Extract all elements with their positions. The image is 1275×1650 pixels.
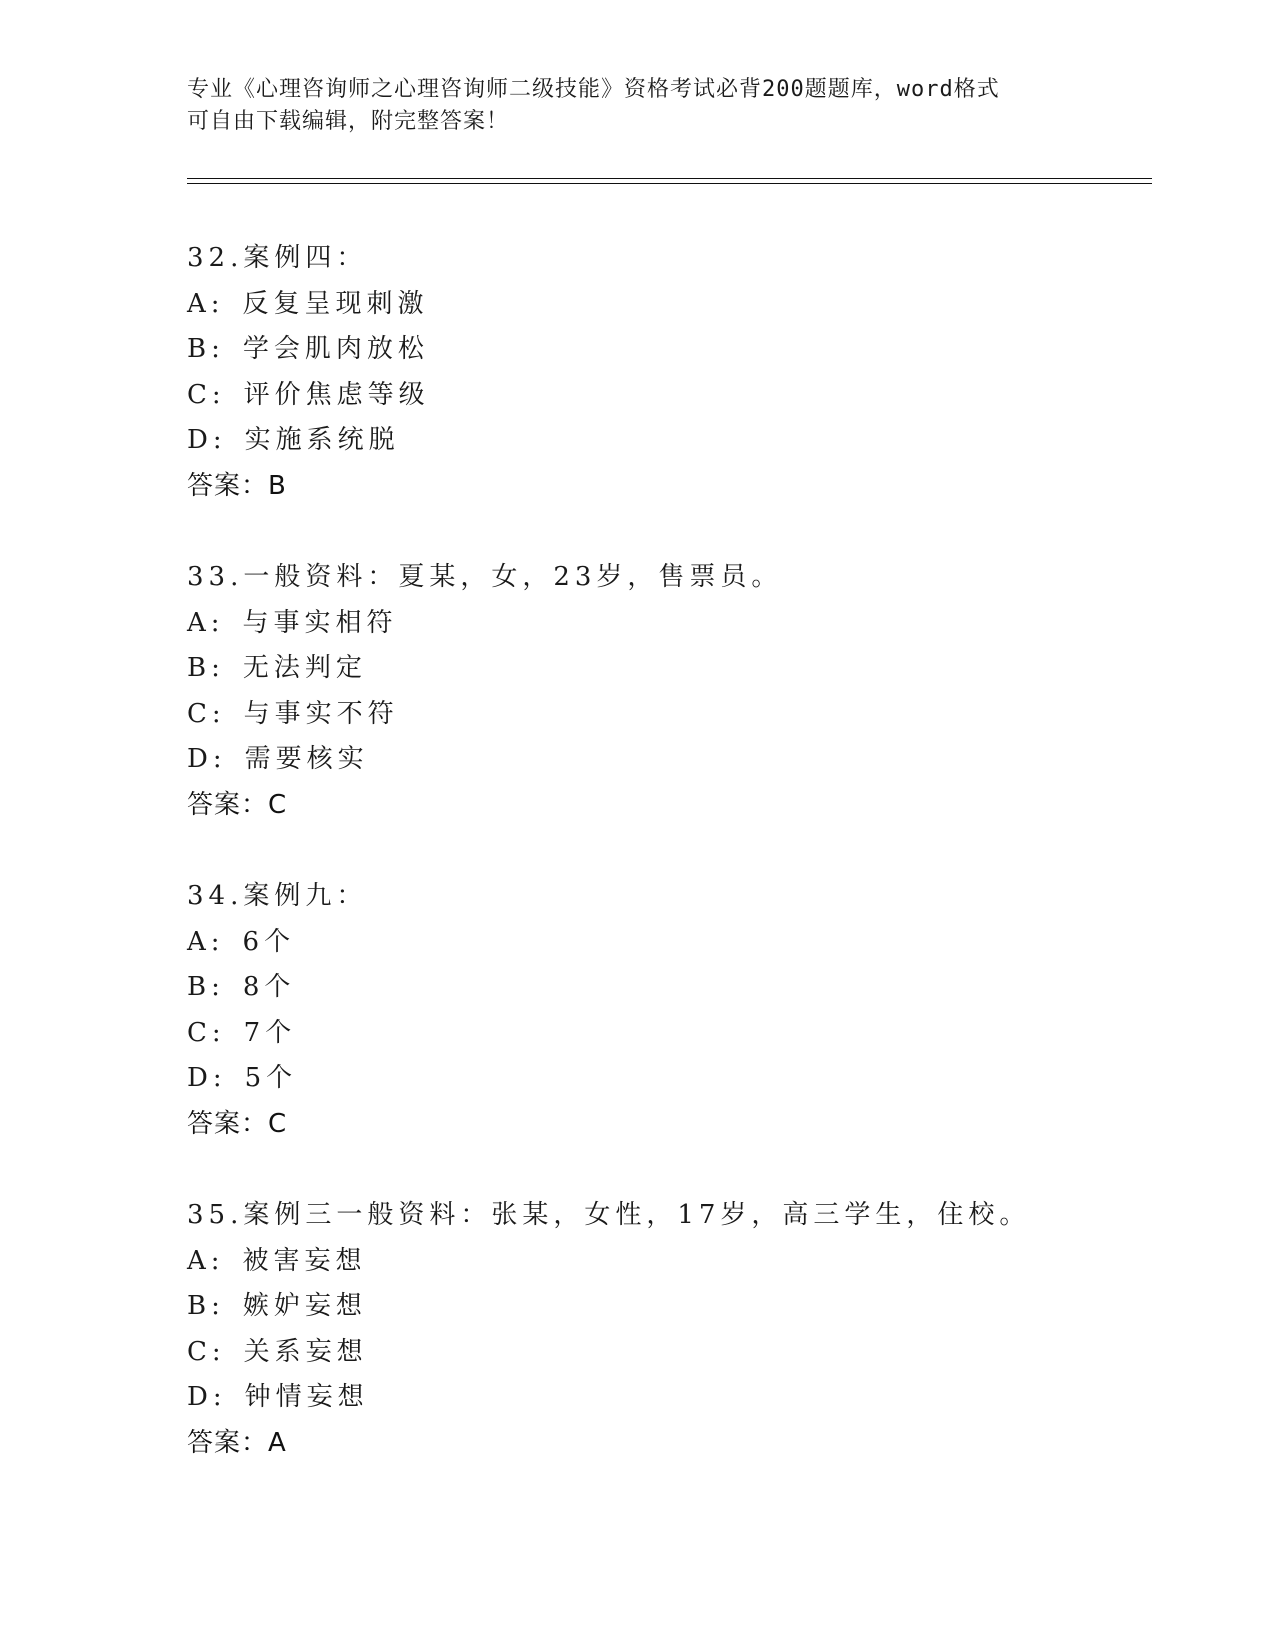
option-text: 7个 [243,1017,297,1048]
answer-value: C [268,1108,288,1139]
option-text: 反复呈现刺激 [242,288,429,319]
question-stem: 34.案例九： [187,881,368,911]
option-text: 需要核实 [244,744,369,774]
option-letter: C: [187,698,226,729]
option-letter: B: [187,653,225,683]
question-stem: 32.案例四： [187,243,368,273]
header-line-2: 可自由下载编辑，附完整答案！ [187,109,510,134]
option-text: 嫉妒妄想 [242,1291,367,1321]
answer-line [187,783,1147,829]
option-text: 被害妄想 [242,1245,367,1276]
option-letter: A: [187,1245,225,1276]
option-c [187,373,1147,419]
option-letter: A: [187,607,225,638]
option-text: 5个 [244,1063,298,1093]
answer-line [187,1102,1147,1148]
option-text: 8个 [242,972,296,1002]
option-b [187,1284,1147,1330]
answer-value: C [268,789,288,820]
option-letter: B: [187,1291,225,1321]
question-35 [187,1193,1147,1466]
option-letter: C: [187,1017,226,1048]
answer-label: 答案： [187,1108,269,1139]
answer-value: A [268,1427,287,1458]
option-letter: B: [187,334,225,364]
option-d [187,737,1147,783]
question-34 [187,874,1147,1147]
option-text: 关系妄想 [243,1336,368,1367]
option-d [187,1056,1147,1102]
option-text: 与事实相符 [242,607,398,638]
document-header [187,74,1067,138]
option-text: 6个 [242,926,296,957]
question-33 [187,555,1147,828]
option-text: 无法判定 [242,653,367,683]
option-letter: C: [187,1336,226,1367]
option-letter: D: [187,1382,227,1412]
option-text: 与事实不符 [243,698,399,729]
option-b [187,965,1147,1011]
answer-label: 答案： [187,470,269,501]
option-c [187,1330,1147,1376]
option-letter: D: [187,744,227,774]
question-list [187,236,1147,1512]
option-letter: D: [187,1063,227,1093]
answer-label: 答案： [187,789,269,820]
option-d [187,1375,1147,1421]
option-letter: C: [187,379,226,410]
answer-value: B [268,470,287,501]
option-a [187,1239,1147,1285]
option-text: 钟情妄想 [244,1382,369,1412]
option-d [187,418,1147,464]
answer-line [187,464,1147,510]
option-letter: D: [187,425,227,455]
option-b [187,646,1147,692]
option-letter: A: [187,926,225,957]
header-divider-top [187,178,1152,179]
option-letter: B: [187,972,225,1002]
header-line-1: 专业《心理咨询师之心理咨询师二级技能》资格考试必背200题题库，word格式 [187,77,1000,102]
option-c [187,1011,1147,1057]
question-stem: 33.一般资料：夏某，女，23岁，售票员。 [187,562,783,592]
option-b [187,327,1147,373]
option-text: 评价焦虑等级 [243,379,430,410]
option-text: 学会肌肉放松 [242,334,429,364]
option-letter: A: [187,288,225,319]
option-text: 实施系统脱 [244,425,400,455]
option-c [187,692,1147,738]
question-stem: 35.案例三一般资料：张某，女性，17岁，高三学生，住校。 [187,1200,1031,1230]
question-32 [187,236,1147,509]
option-a [187,920,1147,966]
answer-label: 答案： [187,1427,269,1458]
answer-line [187,1421,1147,1467]
option-a [187,601,1147,647]
option-a [187,282,1147,328]
header-divider-bottom [187,183,1152,184]
